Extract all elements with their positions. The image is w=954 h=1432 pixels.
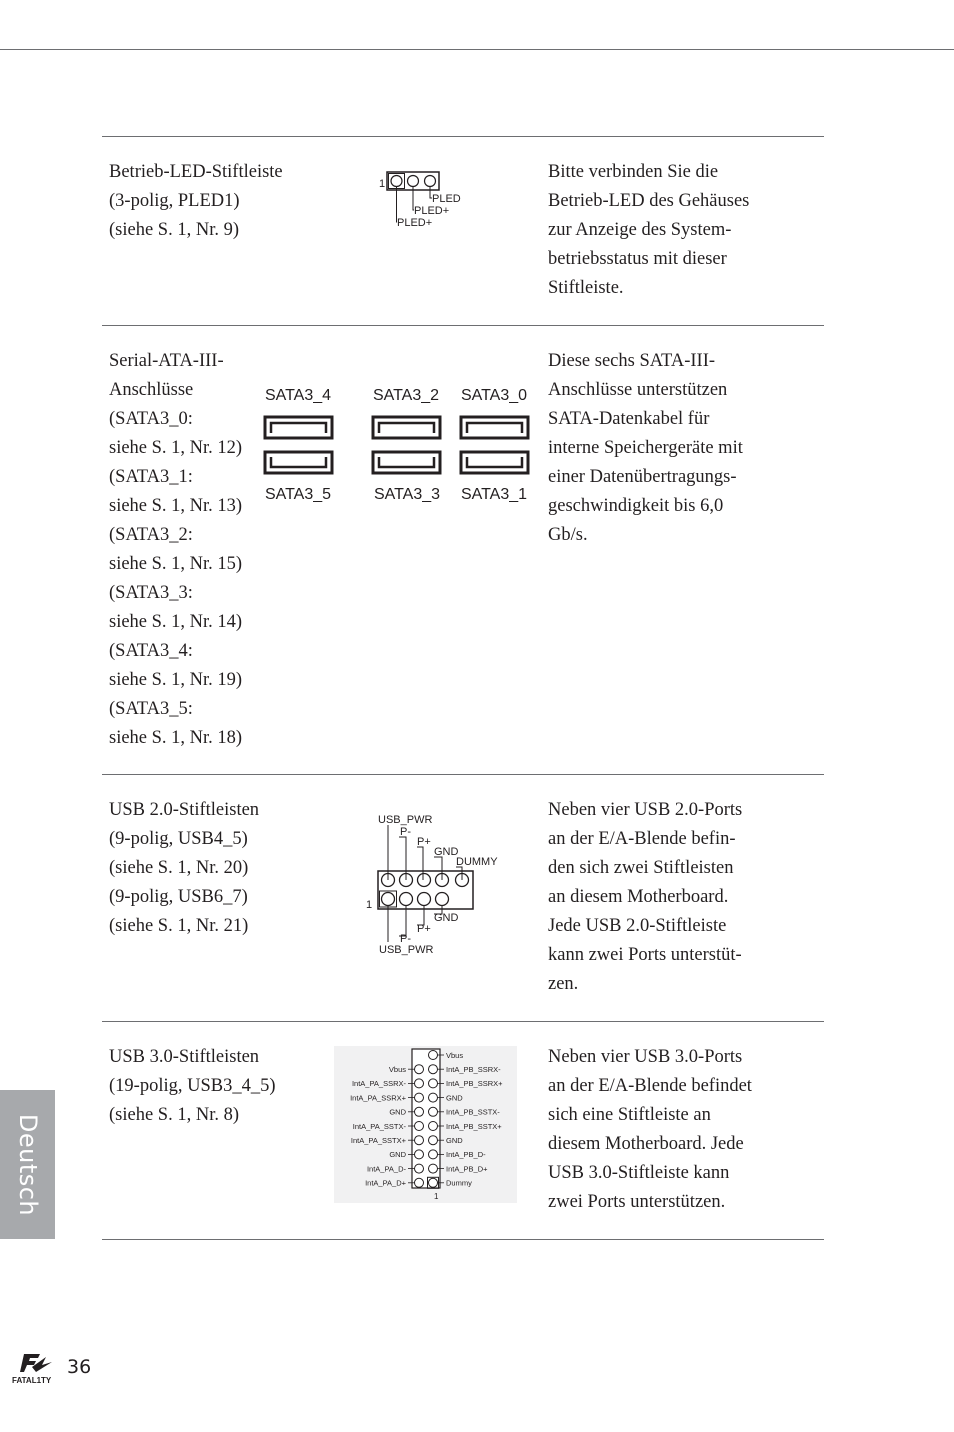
pin-label: GND xyxy=(434,846,459,858)
pin-label: P- xyxy=(400,933,411,945)
pin-label: GND xyxy=(446,1136,463,1145)
text-line: (siehe S. 1, Nr. 20) xyxy=(109,858,249,878)
text-line: Serial-ATA-III- xyxy=(109,351,224,371)
text-line: interne Speichergeräte mit xyxy=(548,438,743,458)
fatal1ty-logo xyxy=(12,1352,64,1391)
text-line: (SATA3_2: xyxy=(109,525,193,545)
sata-description-right xyxy=(548,347,743,550)
pled-description-left xyxy=(109,158,283,245)
pin-label: P+ xyxy=(417,836,431,848)
text-line: siehe S. 1, Nr. 12) xyxy=(109,438,243,458)
text-line: (SATA3_1: xyxy=(109,467,193,487)
text-line: (SATA3_0: xyxy=(109,409,193,429)
sata-port-bottom xyxy=(265,452,332,473)
text-line: (19-polig, USB3_4_5) xyxy=(109,1076,276,1096)
text-line: USB 2.0-Stiftleisten xyxy=(109,800,260,820)
section-divider xyxy=(102,1239,824,1240)
sata-description-left xyxy=(109,347,242,753)
sata-label: SATA3_5 xyxy=(264,486,332,503)
page-number: 36 xyxy=(67,1356,92,1378)
pin xyxy=(425,176,436,187)
text-line: (3-polig, PLED1) xyxy=(109,191,240,211)
pin-label: GND xyxy=(434,912,459,924)
section-divider xyxy=(102,325,824,326)
text-line: zwei Ports unterstützen. xyxy=(548,1192,726,1212)
pin-label: Vbus xyxy=(446,1050,464,1060)
pin-header-outline xyxy=(412,1049,440,1188)
pin xyxy=(436,893,449,906)
pin-label: PLED xyxy=(432,193,461,205)
side-tab-label: Deutsch xyxy=(13,1113,42,1216)
text-line: siehe S. 1, Nr. 13) xyxy=(109,496,243,516)
pin-label: PLED+ xyxy=(397,217,433,229)
text-line: Anschlüsse xyxy=(109,380,194,400)
pin-label: IntA_PB_SSRX+ xyxy=(446,1079,503,1089)
pin-label: IntA_PB_D- xyxy=(446,1150,486,1160)
header-rule xyxy=(0,49,954,50)
text-line: siehe S. 1, Nr. 15) xyxy=(109,554,243,574)
text-line: kann zwei Ports unterstüt- xyxy=(548,945,742,965)
pin1-label: 1 xyxy=(379,178,386,190)
pin-label: IntA_PA_SSTX- xyxy=(352,1121,406,1131)
logo-text: FATAL1TY xyxy=(12,1376,52,1385)
sata-label: SATA3_1 xyxy=(460,486,528,503)
text-line: einer Datenübertragungs- xyxy=(548,467,737,487)
sata-label: SATA3_4 xyxy=(264,387,332,404)
pled-header-diagram xyxy=(378,168,478,232)
text-line: (siehe S. 1, Nr. 9) xyxy=(109,220,239,240)
pin-label: IntA_PB_SSTX- xyxy=(446,1107,500,1117)
section-divider xyxy=(102,774,824,775)
text-line: an der E/A-Blende befindet xyxy=(548,1076,752,1096)
sata-connectors-diagram xyxy=(260,380,535,508)
usb2-description-right xyxy=(548,796,742,999)
text-line: diesem Motherboard. Jede xyxy=(548,1134,744,1154)
pin-label: DUMMY xyxy=(456,856,498,868)
pin xyxy=(408,176,419,187)
text-line: siehe S. 1, Nr. 18) xyxy=(109,728,243,748)
pin1-label: 1 xyxy=(366,899,373,911)
pin xyxy=(418,893,431,906)
pin-label: USB_PWR xyxy=(378,814,433,826)
pin-label: USB_PWR xyxy=(379,944,434,956)
text-line: Diese sechs SATA-III- xyxy=(548,351,716,371)
text-line: an diesem Motherboard. xyxy=(548,887,729,907)
pin-label: IntA_PA_SSTX+ xyxy=(350,1136,406,1145)
usb2-description-left xyxy=(109,796,259,941)
text-line: Anschlüsse unterstützen xyxy=(548,380,728,400)
text-line: geschwindigkeit bis 6,0 xyxy=(548,496,724,516)
pin-label: P+ xyxy=(417,923,431,935)
pin-label: PLED+ xyxy=(414,205,450,217)
sata-label: SATA3_3 xyxy=(373,486,441,503)
text-line: zur Anzeige des System- xyxy=(548,220,732,240)
text-line: Betrieb-LED des Gehäuses xyxy=(548,191,750,211)
text-line: (siehe S. 1, Nr. 8) xyxy=(109,1105,239,1125)
pin-label: IntA_PB_SSTX+ xyxy=(446,1121,502,1131)
usb3-description-left xyxy=(109,1043,276,1130)
text-line: (SATA3_4: xyxy=(109,641,193,661)
text-line: USB 3.0-Stiftleiste kann xyxy=(548,1163,730,1183)
text-line: zen. xyxy=(548,974,579,994)
text-line: siehe S. 1, Nr. 14) xyxy=(109,612,243,632)
pin xyxy=(400,893,413,906)
text-line: SATA-Datenkabel für xyxy=(548,409,710,429)
text-line: sich eine Stiftleiste an xyxy=(548,1105,711,1125)
pin-label: Dummy xyxy=(446,1178,472,1188)
text-line: (SATA3_5: xyxy=(109,699,193,719)
pin-label: Vbus xyxy=(388,1065,406,1074)
text-line: Bitte verbinden Sie die xyxy=(548,162,719,182)
pin-label: IntA_PA_D- xyxy=(366,1164,406,1174)
text-line: (9-polig, USB6_7) xyxy=(109,887,248,907)
text-line: Neben vier USB 2.0-Ports xyxy=(548,800,743,820)
usb3-description-right xyxy=(548,1043,752,1217)
text-line: Jede USB 2.0-Stiftleiste xyxy=(548,916,727,936)
pin-label: IntA_PA_SSRX+ xyxy=(350,1093,406,1103)
section-divider xyxy=(102,1021,824,1022)
text-line: Betrieb-LED-Stiftleiste xyxy=(109,162,283,182)
language-side-tab xyxy=(0,1090,55,1239)
text-line: siehe S. 1, Nr. 19) xyxy=(109,670,243,690)
pin xyxy=(418,874,431,887)
sata-label: SATA3_2 xyxy=(372,387,440,404)
text-line: (9-polig, USB4_5) xyxy=(109,829,248,849)
pin-label: GND xyxy=(389,1150,406,1160)
pin-label: IntA_PB_D+ xyxy=(446,1164,488,1174)
usb2-header-diagram xyxy=(362,810,502,960)
text-line: (SATA3_3: xyxy=(109,583,193,603)
sata-port-top xyxy=(461,417,528,438)
text-line: den sich zwei Stiftleisten xyxy=(548,858,734,878)
text-line: betriebsstatus mit dieser xyxy=(548,249,727,269)
pin-label: IntA_PA_SSRX- xyxy=(351,1079,406,1089)
text-line: USB 3.0-Stiftleisten xyxy=(109,1047,260,1067)
usb3-header-diagram xyxy=(334,1046,517,1203)
pin-label: IntA_PA_D+ xyxy=(365,1178,406,1188)
sata-port-bottom xyxy=(461,452,528,473)
text-line: Neben vier USB 3.0-Ports xyxy=(548,1047,743,1067)
pin xyxy=(391,176,402,187)
section-divider xyxy=(102,136,824,137)
pin-label: IntA_PB_SSRX- xyxy=(446,1065,501,1074)
pin xyxy=(382,893,395,906)
pin-label: GND xyxy=(446,1093,463,1103)
text-line: Gb/s. xyxy=(548,525,588,545)
text-line: (siehe S. 1, Nr. 21) xyxy=(109,916,249,936)
text-line: an der E/A-Blende befin- xyxy=(548,829,736,849)
pled-description-right xyxy=(548,158,749,303)
pin-label: GND xyxy=(389,1107,406,1117)
text-line: Stiftleiste. xyxy=(548,278,624,298)
sata-label: SATA3_0 xyxy=(460,387,528,404)
sata-port-bottom xyxy=(373,452,440,473)
pin-label: P- xyxy=(400,826,411,838)
sata-port-top xyxy=(265,417,332,438)
sata-port-top xyxy=(373,417,440,438)
pin1-label: 1 xyxy=(434,1192,439,1201)
